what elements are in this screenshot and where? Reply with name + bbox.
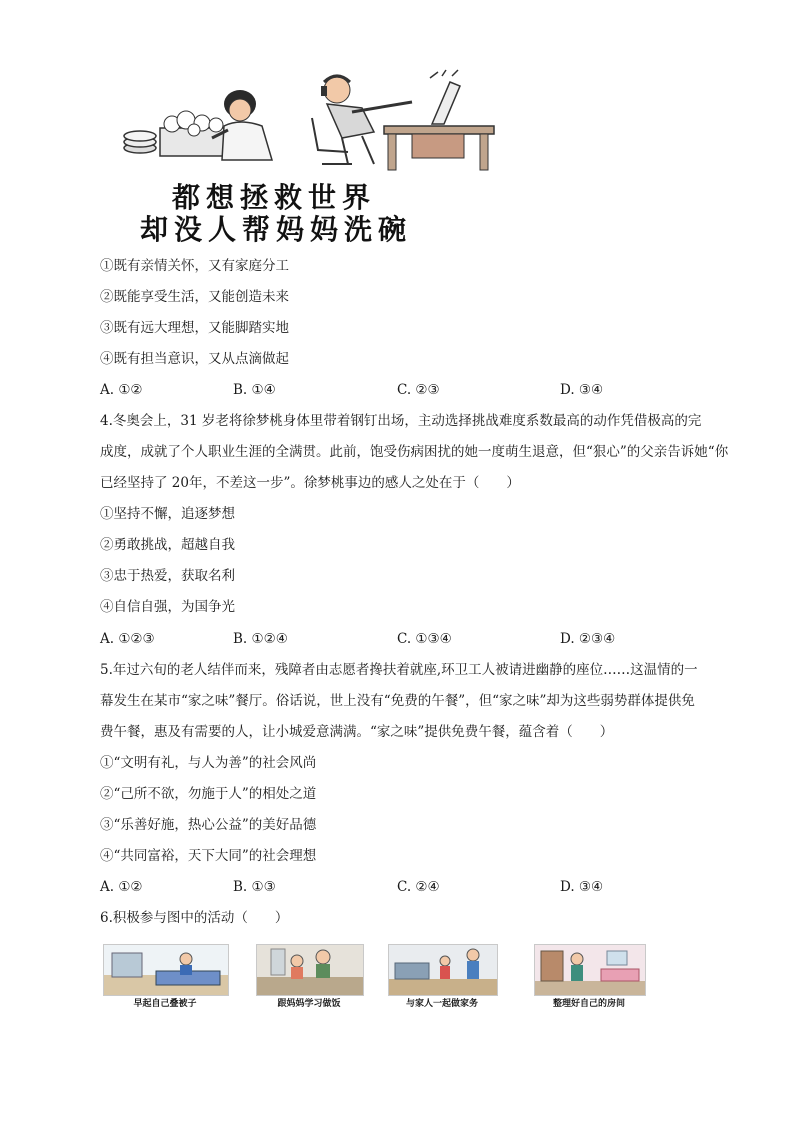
cartoon-illustration xyxy=(112,68,502,246)
picture-fold-quilt xyxy=(103,944,229,996)
q4-option-d: D. ②③④ xyxy=(560,631,616,647)
q4-stem-line2: 成度，成就了个人职业生涯的全满贯。此前，饱受伤病困扰的她一度萌生退意，但“狠心”的父亲告诉她“你 xyxy=(100,444,729,460)
q4-option-a: A. ①②③ xyxy=(100,631,155,647)
q3-item-2: ②既能享受生活，又能创造未来 xyxy=(100,289,289,305)
q4-option-b: B. ①②④ xyxy=(233,631,288,647)
q4-option-c: C. ①③④ xyxy=(397,631,452,647)
cartoon-drawing xyxy=(112,68,502,178)
picture-learn-cooking xyxy=(256,944,364,996)
picture-housework xyxy=(388,944,498,996)
q3-item-4: ④既有担当意识，又从点滴做起 xyxy=(100,351,289,367)
q5-item-1: ①“文明有礼，与人为善”的社会风尚 xyxy=(100,755,317,771)
q5-option-a: A. ①② xyxy=(100,879,143,895)
q3-item-1: ①既有亲情关怀，又有家庭分工 xyxy=(100,258,289,274)
picture-label-tidy-room: 整理好自己的房间 xyxy=(552,999,625,1009)
picture-label-housework: 与家人一起做家务 xyxy=(405,999,478,1009)
q4-stem-line3: 已经坚持了 20年，不差这一步”。徐梦桃事边的感人之处在于（ ） xyxy=(100,475,520,491)
q5-option-d: D. ③④ xyxy=(560,879,604,895)
q4-stem-line1: 4.冬奥会上，31 岁老将徐梦桃身体里带着钢钉出场，主动选择挑战难度系数最高的动作凭借极高的完 xyxy=(100,413,702,429)
cartoon-caption-line2: 却没人帮妈妈洗碗 xyxy=(140,213,413,246)
picture-tidy-room xyxy=(534,944,646,996)
q4-item-3: ③忠于热爱，获取名利 xyxy=(100,568,235,584)
q4-item-4: ④自信自强，为国争光 xyxy=(100,599,235,615)
q3-option-d: D. ③④ xyxy=(560,382,604,398)
q5-item-2: ②“己所不欲，勿施于人”的相处之道 xyxy=(100,786,317,802)
q5-option-c: C. ②④ xyxy=(397,879,440,895)
q5-item-4: ④“共同富裕，天下大同”的社会理想 xyxy=(100,848,317,864)
q5-stem-line1: 5.年过六旬的老人结伴而来，残障者由志愿者搀扶着就座,环卫工人被请进幽静的座位……这温情的一 xyxy=(100,662,698,678)
cartoon-caption-line1: 都想拯救世界 xyxy=(172,181,377,214)
q3-option-a: A. ①② xyxy=(100,382,143,398)
q4-item-2: ②勇敢挑战，超越自我 xyxy=(100,537,235,553)
q4-item-1: ①坚持不懈，追逐梦想 xyxy=(100,506,235,522)
q5-stem-line3: 费午餐，惠及有需要的人，让小城爱意满满。“家之味”提供免费午餐，蕴含着（ ） xyxy=(100,724,614,740)
q5-item-3: ③“乐善好施，热心公益”的美好品德 xyxy=(100,817,317,833)
q5-option-b: B. ①③ xyxy=(233,879,276,895)
picture-label-fold-quilt: 早起自己叠被子 xyxy=(133,999,197,1009)
q3-item-3: ③既有远大理想，又能脚踏实地 xyxy=(100,320,289,336)
picture-label-learn-cooking: 跟妈妈学习做饭 xyxy=(277,999,341,1009)
q3-option-c: C. ②③ xyxy=(397,382,440,398)
q5-stem-line2: 幕发生在某市“家之味”餐厅。俗话说，世上没有“免费的午餐”，但“家之味”却为这些弱势群体提供免 xyxy=(100,693,695,709)
q6-stem: 6.积极参与图中的活动（ ） xyxy=(100,910,289,926)
q3-option-b: B. ①④ xyxy=(233,382,276,398)
